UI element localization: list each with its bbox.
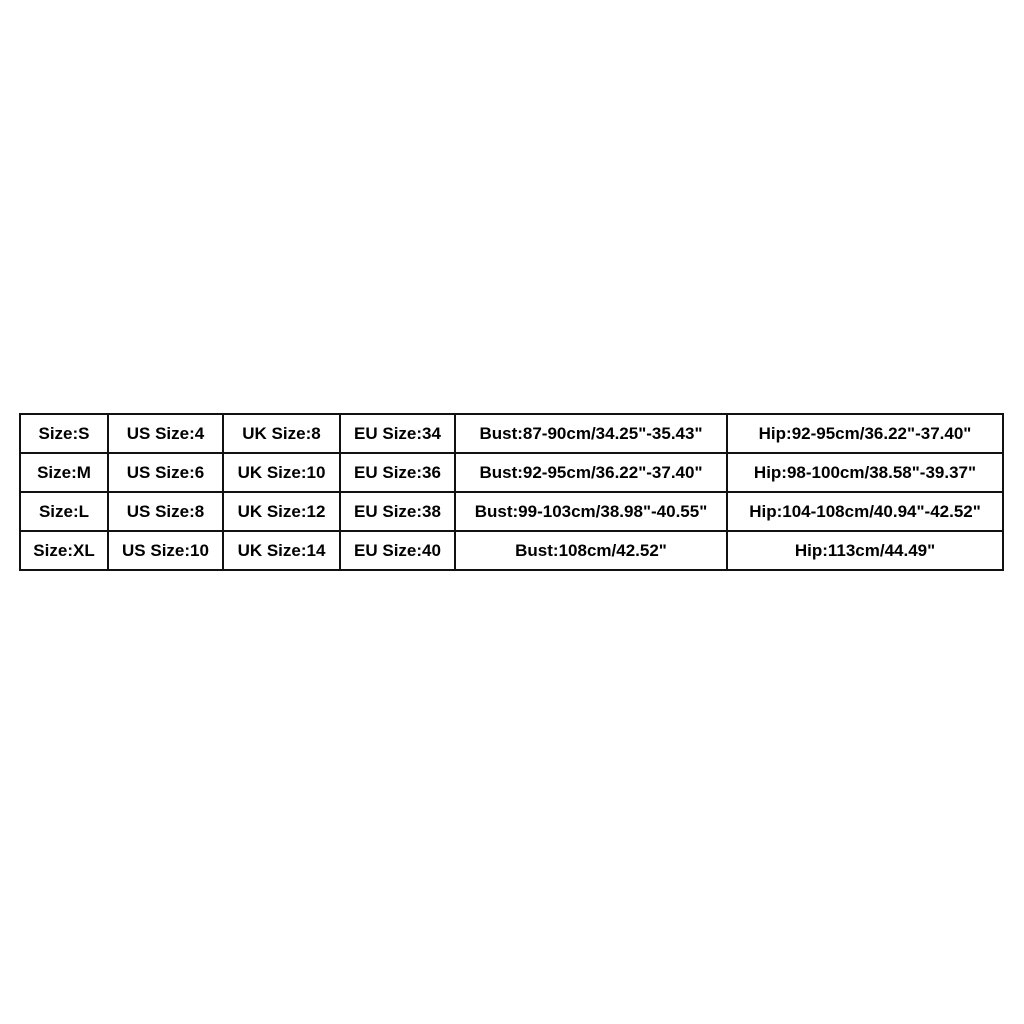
table-row — [20, 531, 1003, 570]
us-size-cell: US Size:8 — [108, 492, 223, 531]
bust-cell: Bust:87-90cm/34.25"-35.43" — [455, 414, 727, 453]
uk-size-cell: UK Size:14 — [223, 531, 340, 570]
bust-cell: Bust:108cm/42.52" — [455, 531, 727, 570]
hip-cell: Hip:98-100cm/38.58"-39.37" — [727, 453, 1003, 492]
us-size-cell: US Size:4 — [108, 414, 223, 453]
table-row — [20, 492, 1003, 531]
table-row — [20, 414, 1003, 453]
hip-cell: Hip:113cm/44.49" — [727, 531, 1003, 570]
eu-size-cell: EU Size:40 — [340, 531, 455, 570]
uk-size-cell: UK Size:10 — [223, 453, 340, 492]
size-cell: Size:L — [20, 492, 108, 531]
bust-cell: Bust:92-95cm/36.22"-37.40" — [455, 453, 727, 492]
size-chart-table — [19, 413, 1004, 571]
size-cell: Size:M — [20, 453, 108, 492]
size-cell: Size:XL — [20, 531, 108, 570]
hip-cell: Hip:92-95cm/36.22"-37.40" — [727, 414, 1003, 453]
uk-size-cell: UK Size:8 — [223, 414, 340, 453]
uk-size-cell: UK Size:12 — [223, 492, 340, 531]
hip-cell: Hip:104-108cm/40.94"-42.52" — [727, 492, 1003, 531]
us-size-cell: US Size:6 — [108, 453, 223, 492]
eu-size-cell: EU Size:34 — [340, 414, 455, 453]
eu-size-cell: EU Size:38 — [340, 492, 455, 531]
us-size-cell: US Size:10 — [108, 531, 223, 570]
bust-cell: Bust:99-103cm/38.98"-40.55" — [455, 492, 727, 531]
size-cell: Size:S — [20, 414, 108, 453]
table-row — [20, 453, 1003, 492]
eu-size-cell: EU Size:36 — [340, 453, 455, 492]
